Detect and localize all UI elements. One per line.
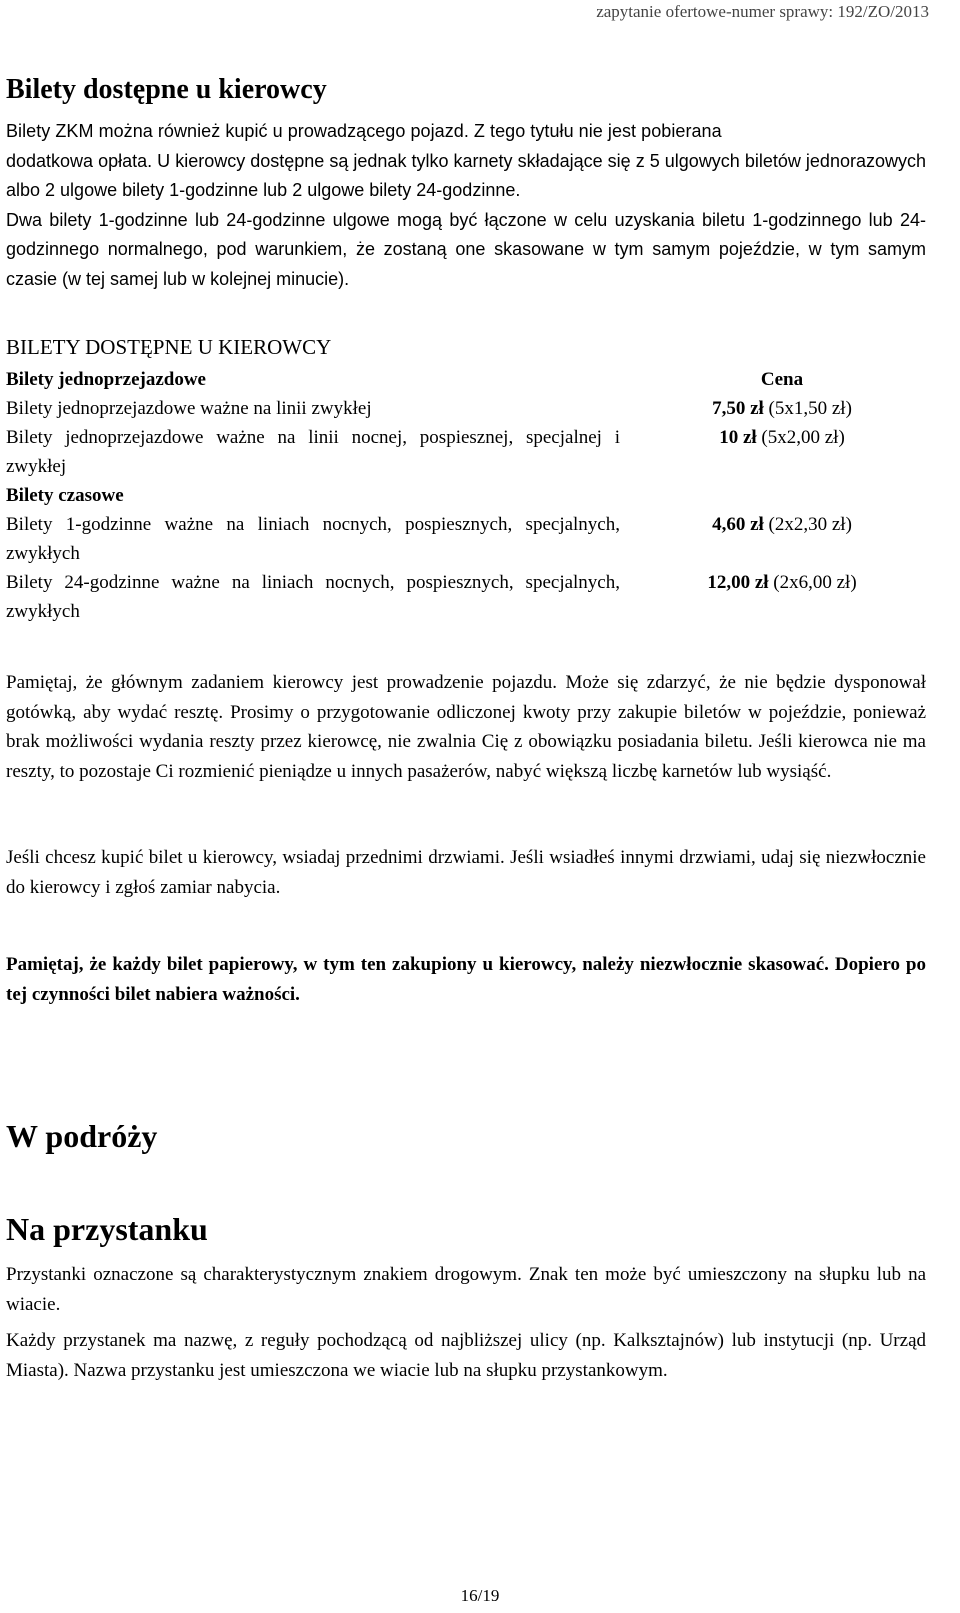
price-row-label-text: Bilety 24-godzinne ważne na liniach nocnych, pospiesznych, specjalnych, zwykłych <box>6 572 620 622</box>
price-row <box>6 510 926 568</box>
bus-stop-paragraph-2: Każdy przystanek ma nazwę, z reguły pochodzącą od najbliższej ulicy (np. Kalksztajnów) lub instytucji (np. Urząd Miasta). Nazwa przystanku jest umieszczona we wiacie lub na słupku przystankowym. <box>6 1330 926 1381</box>
document-reference: zapytanie ofertowe-numer sprawy: 192/ZO/2013 <box>596 2 929 21</box>
intro-line-2: dodatkowa opłata. U kierowcy dostępne są jednak tylko karnety składające się z 5 ulgowych biletów jednorazowych albo 2 ulgowe bilety 1-godzinne lub 2 ulgowe bilety 24-godzinne. <box>6 150 926 201</box>
price-detail: (5x1,50 zł) <box>768 398 852 419</box>
bus-stop-paragraph-1: Przystanki oznaczone są charakterystycznym znakiem drogowym. Znak ten może być umieszczony na słupku lub na wiacie. <box>6 1264 926 1315</box>
group-time-tickets: Bilety czasowe <box>6 485 124 506</box>
price-row-value <box>642 510 922 539</box>
price-amount: 4,60 zł <box>712 514 764 535</box>
price-column-header: Cena <box>760 369 804 390</box>
price-row-label: Bilety 1-godzinne ważne na liniach nocnych, pospiesznych, specjalnych, zwykłych <box>6 514 620 564</box>
note-front-door: Jeśli chcesz kupić bilet u kierowcy, wsiadaj przednimi drzwiami. Jeśli wsiadłeś innymi drzwiami, udaj się niezwłocznie do kierowcy i zgłoś zamiar nabycia. <box>6 847 926 898</box>
price-table-group-row <box>6 481 926 510</box>
price-row <box>6 423 926 481</box>
price-row-value <box>642 394 922 423</box>
section-heading-driver-tickets: Bilety dostępne u kierowcy <box>6 74 327 105</box>
price-amount: 12,00 zł <box>707 572 769 593</box>
price-row-label: Bilety jednoprzejazdowe ważne na linii zwykłej <box>6 398 372 419</box>
price-row <box>6 568 926 626</box>
price-detail: (2x2,30 zł) <box>768 514 852 535</box>
note-validate-ticket: Pamiętaj, że każdy bilet papierowy, w tym ten zakupiony u kierowcy, należy niezwłocznie skasować. Dopiero po tej czynności bilet nabiera ważności. <box>6 954 926 1005</box>
intro-line-1: Bilety ZKM można również kupić u prowadzącego pojazd. Z tego tytułu nie jest pobierana <box>6 121 722 141</box>
price-detail: (2x6,00 zł) <box>773 572 857 593</box>
page-number: 16/19 <box>460 1586 500 1605</box>
price-row-label: Bilety jednoprzejazdowe ważne na linii nocnej, pospiesznej, specjalnej i zwykłej <box>6 427 620 477</box>
section-heading-bus-stop: Na przystanku <box>6 1211 208 1247</box>
group-single-ride: Bilety jednoprzejazdowe <box>6 369 206 390</box>
price-amount: 7,50 zł <box>712 398 764 419</box>
note-change: Pamiętaj, że głównym zadaniem kierowcy jest prowadzenie pojazdu. Może się zdarzyć, że nie będzie dysponował gotówką, aby wydać resztę. Prosimy o przygotowanie odliczonej kwoty przy zakupie biletów w pojeździe, ponieważ brak możliwości wydania reszty przez kierowcę, nie zwalnia Cię z obowiązku posiadania biletu. Jeśli kierowca nie ma reszty, to pozostaje Ci rozmienić pieniądze u innych pasażerów, nabyć większą liczbę karnetów lub wysiąść. <box>6 672 926 782</box>
driver-tickets-intro <box>6 117 926 295</box>
price-row <box>6 394 926 423</box>
price-table-title: BILETY DOSTĘPNE U KIEROWCY <box>6 335 332 359</box>
section-heading-travel: W podróży <box>6 1118 158 1154</box>
price-table-header-row <box>6 365 926 394</box>
intro-line-3: Dwa bilety 1-godzinne lub 24-godzinne ulgowe mogą być łączone w celu uzyskania biletu 1-godzinnego lub 24-godzinnego normalnego, pod warunkiem, że zostaną one skasowane w tym samym pojeździe, w tym samym czasie (w tej samej lub w kolejnej minucie). <box>6 209 926 289</box>
price-detail: (5x2,00 zł) <box>761 427 845 448</box>
price-row-value <box>642 423 922 452</box>
price-amount: 10 zł <box>719 427 757 448</box>
price-row-label <box>6 568 620 626</box>
price-row-value <box>642 568 922 597</box>
